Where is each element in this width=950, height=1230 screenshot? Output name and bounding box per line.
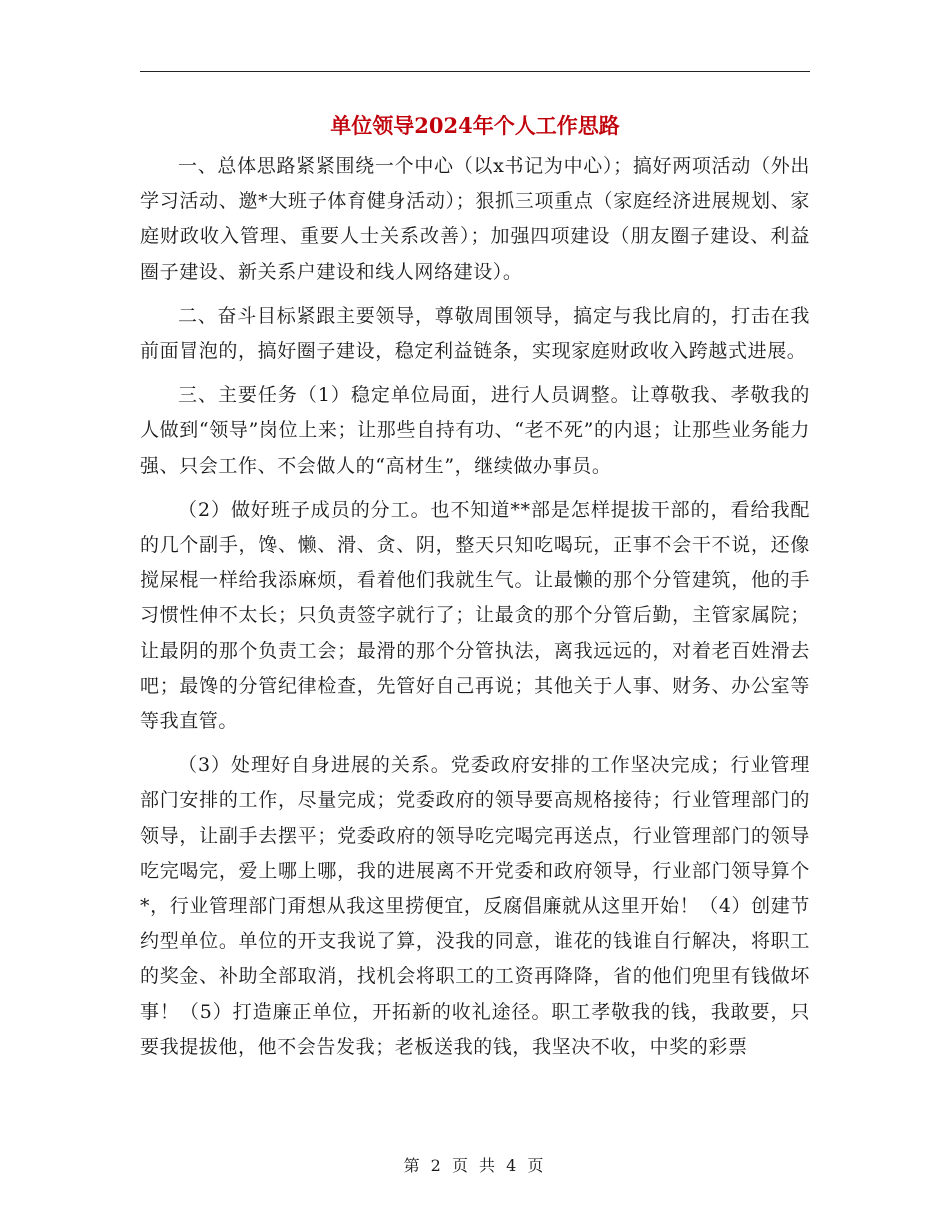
document-title: 单位领导2024年个人工作思路 — [330, 113, 620, 138]
document-body — [140, 149, 810, 1065]
paragraph-task-2: （2）做好班子成员的分工。也不知道**部是怎样提拔干部的，看给我配的几个副手，馋、懒、滑、贪、阴，整天只知吃喝玩，正事不会干不说，还像搅屎棍一样给我添麻烦，看着他们我就生气。让最懒的那个分管建筑，他的手习惯性伸不太长；只负责签字就行了；让最贪的那个分管后勤，主管家属院；让最阴的那个负责工会；最滑的那个分管执法，离我远远的，对着老百姓滑去吧；最馋的分管纪律检查，先管好自己再说；其他关于人事、财务、办公室等等我直管。 — [140, 498, 810, 733]
paragraph-goals: 二、奋斗目标紧跟主要领导，尊敬周围领导，搞定与我比肩的，打击在我前面冒泡的，搞好圈子建设，稳定利益链条，实现家庭财政收入跨越式进展。 — [140, 304, 810, 363]
page-number-footer: 第 2 页 共 4 页 — [403, 1156, 547, 1175]
paragraph-task-3: （3）处理好自身进展的关系。党委政府安排的工作坚决完成；行业管理部门安排的工作，尽量完成；党委政府的领导要高规格接待；行业管理部门的领导，让副手去摆平；党委政府的领导吃完喝完再送点，行业管理部门的领导吃完喝完，爱上哪上哪，我的进展离不开党委和政府领导，行业部门领导算个*，行业管理部门甭想从我这里捞便宜，反腐倡廉就从这里开始！（4）创建节约型单位。单位的开支我说了算，没我的同意，谁花的钱谁自行解决，将职工的奖金、补助全部取消，找机会将职工的工资再降降，省的他们兜里有钱做坏事！（5）打造廉正单位，开拓新的收礼途径。职工孝敬我的钱，我敢要，只要我提拔他，他不会告发我；老板送我的钱，我坚决不收，中奖的彩票 — [140, 754, 810, 1058]
header-rule — [140, 71, 810, 72]
paragraph-main-tasks: 三、主要任务（1）稳定单位局面，进行人员调整。让尊敬我、孝敬我的人做到“领导”岗位上来；让那些自持有功、“老不死”的内退；让那些业务能力强、只会工作、不会做人的“高材生”，继续做办事员。 — [140, 384, 810, 477]
paragraph-overall-approach: 一、总体思路紧紧围绕一个中心（以x书记为中心）；搞好两项活动（外出学习活动、邀*大班子体育健身活动）；狠抓三项重点（家庭经济进展规划、家庭财政收入管理、重要人士关系改善）；加强四项建设（朋友圈子建设、利益圈子建设、新关系户建设和线人网络建设）。 — [140, 155, 810, 283]
